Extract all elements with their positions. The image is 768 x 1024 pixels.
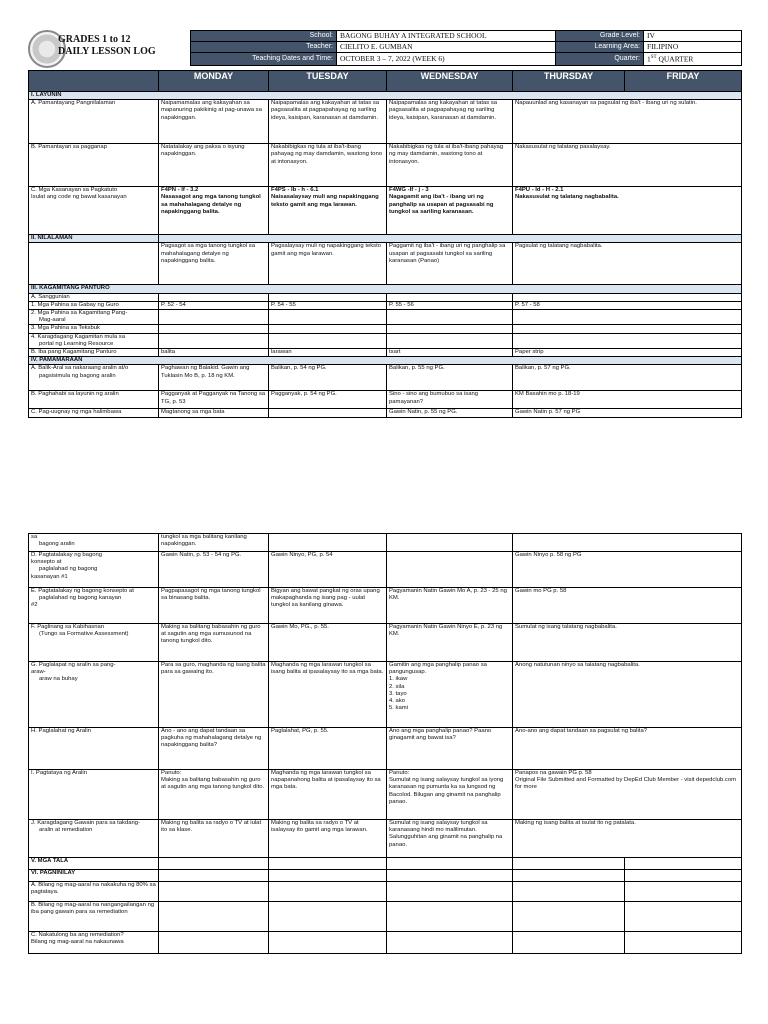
cell-monday xyxy=(159,882,269,902)
cell-wednesday xyxy=(387,552,513,588)
row-label-line: pagsisimula ng bagong aralin xyxy=(39,372,116,379)
competency-text: Nasasagot ang mga tanong tungkol sa mahahalagang detalye ng napakinggang balita. xyxy=(161,194,261,215)
cell-thursday xyxy=(513,187,742,235)
row-label-line: bagong aralin xyxy=(39,541,75,548)
cell-tuesday xyxy=(269,870,387,882)
row-label-line: (Tungo sa Formative Assessment) xyxy=(39,631,129,638)
cell-thursday: Balikan, p. 57 ng PG. xyxy=(513,365,742,391)
row-label-line: sa xyxy=(31,534,38,540)
cell-monday: tungkol sa mga balitang kanilang napakinggan. xyxy=(159,534,269,552)
row-label-line: 2. Mga Pahina sa Kagamitang Pang- xyxy=(31,310,128,317)
cell-thursday: Nakasusulat ng talatang pasalaysay. xyxy=(513,144,742,187)
table-row xyxy=(29,301,742,309)
row-label-line: Bilang ng mag-aaral na nakaunawa xyxy=(31,939,124,946)
row-label-line: C. Mga Kasanayan sa Pagkatuto xyxy=(31,187,118,194)
instruction-label: Panapos na gawain PG p. 58 xyxy=(515,770,592,776)
cell-thursday: Pagsulat ng talatang nagbabalita. xyxy=(513,243,742,285)
row-label xyxy=(29,534,159,552)
cell-wednesday: Gawin Natin, p. 55 ng PG. xyxy=(387,409,513,417)
cell-thursday xyxy=(513,293,742,301)
cell-tuesday xyxy=(269,325,387,333)
table-row xyxy=(29,100,742,144)
row-label-line: J. Karagdagang Gawain para sa takdang- xyxy=(31,820,141,826)
cell-wednesday xyxy=(387,325,513,333)
row-label: B. Iba pang Kagamitang Panturo xyxy=(29,349,159,357)
table-row xyxy=(29,243,742,285)
row-label: A. Sanggunian xyxy=(29,293,159,301)
cell-tuesday: Maghanda ng mga larawan tungkol sa isang balita at ipasalaysay ito sa mga bata. xyxy=(269,662,387,728)
table-row xyxy=(29,325,742,333)
competency-code: F4WG -If - j - 3 xyxy=(389,187,429,194)
cell-monday: Making sa balitang babasahin ng guro at sagutin ang mga sumusunod na tanong tungkol dito. xyxy=(159,624,269,662)
cell-monday: Making ng balita sa radyo o TV at iulat ito sa klase. xyxy=(159,820,269,858)
area-label: Learning Area: xyxy=(556,42,644,53)
competency-code: F4PU - Id - H - 2.1 xyxy=(515,187,564,194)
section-title: IV. PAMAMARAAN xyxy=(29,357,742,365)
cell-tuesday: Balikan, p. 54 ng PG. xyxy=(269,365,387,391)
source-note: Original File Submitted and Formatted by DepEd Club Member - visit depedclub.com for more xyxy=(515,777,736,791)
cell-tuesday xyxy=(269,333,387,348)
cell-wednesday: tsart xyxy=(387,349,513,357)
cell-thursday xyxy=(513,882,625,902)
dll-header xyxy=(28,30,741,70)
school-value: BAGONG BUHAY A INTEGRATED SCHOOL xyxy=(337,31,556,42)
cell-thursday: Napauunlad ang kasanayan sa pagsulat ng iba't - ibang uri ng sulatin. xyxy=(513,100,742,144)
lesson-table-page-2 xyxy=(28,533,742,954)
row-label-line: #2 xyxy=(31,602,38,609)
cell-monday xyxy=(159,187,269,235)
cell-monday xyxy=(159,858,269,870)
cell-thursday xyxy=(513,858,625,870)
cell-thursday xyxy=(513,325,742,333)
table-row xyxy=(29,187,742,235)
row-label xyxy=(29,932,159,954)
cell-monday xyxy=(159,293,269,301)
lesson-table-page-1 xyxy=(28,70,742,418)
cell-wednesday: P. 55 - 56 xyxy=(387,301,513,309)
row-label-line: araw- xyxy=(31,669,46,676)
competency-code: F4PN - If - 3.2 xyxy=(161,187,199,194)
cell-wednesday xyxy=(387,187,513,235)
cell-tuesday xyxy=(269,534,387,552)
cell-tuesday: Gawin Mo, PG., p. 55. xyxy=(269,624,387,662)
row-label: A. Bilang ng mag-aaral na nakakuha ng 80% sa pagtataya. xyxy=(29,882,159,902)
table-row xyxy=(29,310,742,325)
quarter-word: QUARTER xyxy=(658,54,694,64)
day-wednesday: WEDNESDAY xyxy=(387,71,513,92)
row-label xyxy=(29,662,159,728)
cell-monday xyxy=(159,902,269,932)
teacher-value: CIELITO E. GUMBAN xyxy=(337,42,556,53)
cell-wednesday: Balikan, p. 55 ng PG. xyxy=(387,365,513,391)
cell-monday: Pagganyak at Pagganyak na Tanong sa TG, p. 53 xyxy=(159,391,269,409)
cell-wednesday: Nakabibigkas ng tula at iba't-ibang pahayag ng may damdamin, wastong tono at intonasyon. xyxy=(387,144,513,187)
section-pamamaraan xyxy=(29,357,742,365)
cell-thursday xyxy=(513,534,742,552)
quarter-value xyxy=(644,53,742,66)
info-table xyxy=(190,30,742,66)
row-label: 1. Mga Pahina sa Gabay ng Guro xyxy=(29,301,159,309)
title-line-2: DAILY LESSON LOG xyxy=(58,46,156,57)
cell-wednesday: Pagyamanin Natin Gawin Ninyo E, p. 23 ng KM. xyxy=(387,624,513,662)
cell-thursday: Sumulat ng isang talatang nagbabalita. xyxy=(513,624,742,662)
cell-thursday: Ano-ano ang dapat tandaan sa pagsulat ng balita? xyxy=(513,728,742,770)
cell-tuesday: Gawin Ninyo, PG, p. 54 xyxy=(269,552,387,588)
table-row xyxy=(29,820,742,858)
dll-page-1 xyxy=(28,30,741,418)
dates-label: Teaching Dates and Time: xyxy=(191,53,337,66)
cell-monday xyxy=(159,932,269,954)
row-label-line: C. Nakatulong ba ang remediation? xyxy=(31,932,124,938)
cell-tuesday xyxy=(269,858,387,870)
quarter-num: 1 xyxy=(647,54,651,64)
cell-wednesday xyxy=(387,534,513,552)
instruction-text: Making sa balitang babasahin ng guro at sagutin ang mga tanong tungkol dito. xyxy=(161,777,265,791)
row-label xyxy=(29,624,159,662)
row-label xyxy=(29,552,159,588)
cell-monday: Pagpapasagot ng mga tanong tungkol sa binasang balita. xyxy=(159,588,269,624)
list-item: 2. sila xyxy=(389,683,405,690)
cell-tuesday: Maghanda ng mga larawan tungkol sa napapanahong balita at ipasalaysay ito sa mga bata. xyxy=(269,770,387,820)
cell-tuesday: P. 54 - 55 xyxy=(269,301,387,309)
table-row xyxy=(29,728,742,770)
grade-value: IV xyxy=(644,31,742,42)
cell-monday: Natatalakay ang paksa o isyung napakinggan. xyxy=(159,144,269,187)
day-thursday: THURSDAY xyxy=(513,71,625,92)
row-label xyxy=(29,187,159,235)
cell-thursday xyxy=(513,770,742,820)
section-blank xyxy=(159,235,742,243)
dll-page-2 xyxy=(28,533,741,954)
table-row xyxy=(29,624,742,662)
cell-tuesday xyxy=(269,932,387,954)
cell-friday xyxy=(625,902,742,932)
cell-wednesday: Sumulat ng isang salaysay tungkol sa karanasang hindi mo malilimutan. Salungguhitan ang ginamit na panghalip na panao. xyxy=(387,820,513,858)
cell-thursday xyxy=(513,870,625,882)
competency-code: F4PS - Ib - h - 6.1 xyxy=(271,187,319,194)
cell-monday: Gawin Natin, p. 53 - 54 ng PG. xyxy=(159,552,269,588)
list-item: 3. tayo xyxy=(389,690,407,697)
cell-friday xyxy=(625,882,742,902)
dates-value: OCTOBER 3 – 7, 2022 (WEEK 6) xyxy=(337,53,556,66)
table-row xyxy=(29,534,742,552)
section-kagamitan xyxy=(29,285,742,293)
cell-monday xyxy=(159,870,269,882)
cell-monday xyxy=(159,325,269,333)
row-label-line: A. Balik-Aral sa nakaraang aralin at/o xyxy=(31,365,129,372)
competency-text: Naisasalaysay muli ang napakinggang teksto gamit ang mga larawan. xyxy=(271,194,379,208)
cell-monday: P. 52 - 54 xyxy=(159,301,269,309)
cell-tuesday: Making ng balita sa radyo o TV at isalaysay ito gamit ang mga larawan. xyxy=(269,820,387,858)
table-row xyxy=(29,932,742,954)
table-row xyxy=(29,349,742,357)
row-label xyxy=(29,310,159,325)
table-row xyxy=(29,552,742,588)
grade-label: Grade Level: xyxy=(556,31,644,42)
row-label-line: portal ng Learning Resource xyxy=(39,340,114,347)
table-row xyxy=(29,365,742,391)
cell-wednesday xyxy=(387,902,513,932)
table-row xyxy=(29,588,742,624)
cell-tuesday: Pagganyak, p. 54 ng PG. xyxy=(269,391,387,409)
cell-wednesday xyxy=(387,770,513,820)
section-title: II. NILALAMAN xyxy=(29,235,159,243)
section-mga-tala xyxy=(29,858,742,870)
cell-wednesday: Ano ang mga panghalip panao? Paano ginagamit ang bawat isa? xyxy=(387,728,513,770)
list-item: 4. ako xyxy=(389,698,406,705)
section-layunin xyxy=(29,92,742,100)
cell-friday xyxy=(625,932,742,954)
cell-monday: balita xyxy=(159,349,269,357)
list-item: 1. ikaw xyxy=(389,676,408,683)
cell-tuesday xyxy=(269,187,387,235)
area-value: FILIPINO xyxy=(644,42,742,53)
section-title: III. KAGAMITANG PANTURO xyxy=(29,285,742,293)
row-label: I. Pagtataya ng Aralin xyxy=(29,770,159,820)
row-label: A. Pamantayang Pangnilalaman xyxy=(29,100,159,144)
table-row xyxy=(29,333,742,348)
row-label-line: kasanayan #1 xyxy=(31,573,68,580)
day-monday: MONDAY xyxy=(159,71,269,92)
row-label xyxy=(29,243,159,285)
row-label: C. Pag-uugnay ng mga halimbawa xyxy=(29,409,159,417)
cell-friday xyxy=(625,858,742,870)
list-item: 5. kami xyxy=(389,705,408,712)
cell-wednesday: Paggamit ng iba't - ibang uri ng panghalip sa usapan at pagsasabi tungkol sa sariling karanasan (Panao) xyxy=(387,243,513,285)
row-label: B. Paghahabi sa layunin ng aralin xyxy=(29,391,159,409)
cell-wednesday xyxy=(387,858,513,870)
cell-monday: Para sa guro, maghanda ng isang balita para sa gawaing ito. xyxy=(159,662,269,728)
section-nilalaman xyxy=(29,235,742,243)
quarter-sup: ST xyxy=(650,55,657,60)
cell-wednesday xyxy=(387,333,513,348)
row-label-line: paglalahad ng bagong kanayan xyxy=(39,595,122,602)
table-row xyxy=(29,770,742,820)
row-label-line: paglalahad ng bagong xyxy=(39,566,98,573)
day-header-row xyxy=(29,71,742,92)
instruction-label: Panuto: xyxy=(389,770,410,776)
cell-monday xyxy=(159,333,269,348)
table-row xyxy=(29,882,742,902)
competency-text: Nagagamit ang iba't - ibang uri ng panghalip sa usapan at pagsasabi ng tungkol sa sariling karanasan. xyxy=(389,194,494,215)
row-label-line: 4. Karagdagang Kagamitan mula sa xyxy=(31,333,125,340)
row-label-line: F. Paglinang sa Kabihasnan xyxy=(31,624,105,630)
row-label: B. Bilang ng mag-aaral na nangangailangan ng iba pang gawain para sa remediation xyxy=(29,902,159,932)
school-label: School: xyxy=(191,31,337,42)
section-pagninilay xyxy=(29,870,742,882)
title-line-1: GRADES 1 to 12 xyxy=(58,34,131,45)
row-label-line: D. Pagtatalakay ng bagong xyxy=(31,552,103,558)
cell-thursday: P. 57 - 58 xyxy=(513,301,742,309)
cell-tuesday xyxy=(269,882,387,902)
instruction-text: Sumulat ng isang salaysay tungkol sa iyong karanasan ng pumunta ka sa lungsod ng Bacolod. Bilugan ang ginamit na panghalip panao. xyxy=(389,777,504,805)
instruction-label: Panuto: xyxy=(161,770,182,776)
cell-monday: Paghawan ng Balakid. Gawin ang Tuklasin Mo B, p. 18 ng KM. xyxy=(159,365,269,391)
cell-monday xyxy=(159,770,269,820)
cell-tuesday: larawan xyxy=(269,349,387,357)
cell-monday: Naipamamalas ang kakayahan sa mapanuring pakikinig at pag-unawa sa napakinggan. xyxy=(159,100,269,144)
row-label xyxy=(29,333,159,348)
cell-thursday: Gawin Ninyo p. 58 ng PG xyxy=(513,552,742,588)
row-label xyxy=(29,820,159,858)
list-intro: Gamitin ang mga panghalip panao sa pangungusap. xyxy=(389,662,487,676)
cell-thursday xyxy=(513,310,742,325)
row-label: B. Pamantayan sa pagganap xyxy=(29,144,159,187)
day-tuesday: TUESDAY xyxy=(269,71,387,92)
cell-tuesday: Nakabibigkas ng tula at iba't-ibang pahayag ng may damdamin, wastong tono at intonasyon. xyxy=(269,144,387,187)
day-friday: FRIDAY xyxy=(625,71,742,92)
table-row xyxy=(29,409,742,417)
cell-friday xyxy=(625,870,742,882)
cell-wednesday xyxy=(387,662,513,728)
row-label-line: E. Pagtatalakay ng bagong konsepto at xyxy=(31,588,134,594)
cell-thursday: KM Basahin mo p. 18-19 xyxy=(513,391,742,409)
row-label-line: G. Paglalapat ng aralin sa pang- xyxy=(31,662,116,668)
cell-thursday: Paper strip xyxy=(513,349,742,357)
cell-tuesday xyxy=(269,293,387,301)
cell-thursday: Gawin Natin p. 57 ng PG xyxy=(513,409,742,417)
section-title: I. LAYUNIN xyxy=(29,92,742,100)
row-label-line: Isulat ang code ng bawat kasanayan xyxy=(31,194,127,201)
cell-monday xyxy=(159,310,269,325)
day-header-blank xyxy=(29,71,159,92)
row-label: 3. Mga Pahina sa Teksbuk xyxy=(29,325,159,333)
row-label-line: aralin at remediation xyxy=(39,827,93,834)
section-title: VI. PAGNINILAY xyxy=(29,870,159,882)
cell-tuesday xyxy=(269,409,387,417)
teacher-label: Teacher: xyxy=(191,42,337,53)
cell-monday: Pagsagot sa mga tanong tungkol sa mahahalagang detalye ng napakinggang balita. xyxy=(159,243,269,285)
cell-thursday xyxy=(513,932,625,954)
cell-tuesday: Paglalahat, PG, p. 55. xyxy=(269,728,387,770)
cell-tuesday xyxy=(269,902,387,932)
row-label-line: Mag-aaral xyxy=(39,317,66,324)
cell-wednesday xyxy=(387,932,513,954)
table-row xyxy=(29,662,742,728)
cell-thursday: Anong natutunan ninyo sa talatang nagbabalita. xyxy=(513,662,742,728)
table-row xyxy=(29,391,742,409)
cell-wednesday: Naipapamalas ang kakayahan at tatas sa pagsasalita at pagpapahayag ng sariling ideya, kaisipan, karanasan at damdamin. xyxy=(387,100,513,144)
cell-tuesday: Naipapamalas ang kakayahan at tatas sa pagsasalita at pagpapahayag ng sariling ideya, kaisipan, karanasan at damdamin. xyxy=(269,100,387,144)
quarter-label: Quarter: xyxy=(556,53,644,66)
cell-tuesday xyxy=(269,310,387,325)
cell-wednesday xyxy=(387,293,513,301)
cell-wednesday xyxy=(387,310,513,325)
cell-tuesday: Pagsalaysay muli ng napakinggang teksto gamit ang mga larawan. xyxy=(269,243,387,285)
cell-thursday xyxy=(513,333,742,348)
table-row xyxy=(29,144,742,187)
cell-monday: Ano - ano ang dapat tandaan sa pagkuha ng mahahalagang detalye ng napakinggang balita? xyxy=(159,728,269,770)
table-row xyxy=(29,902,742,932)
row-label-line: araw na buhay xyxy=(39,676,78,683)
cell-thursday xyxy=(513,902,625,932)
cell-tuesday: Bigyan ang bawat pangkat ng oras upang makapaghanda ng isang pag - uulat tungkol sa kanilang ginawa. xyxy=(269,588,387,624)
section-title: V. MGA TALA xyxy=(29,858,159,870)
competency-text: Nakasusulat ng talatang nagbabalita. xyxy=(515,194,619,201)
cell-wednesday: Pagyamanin Natin Gawin Mo A, p. 23 - 25 ng KM. xyxy=(387,588,513,624)
cell-monday: Magtanong sa mga bata xyxy=(159,409,269,417)
cell-wednesday xyxy=(387,882,513,902)
row-label xyxy=(29,365,159,391)
cell-wednesday xyxy=(387,870,513,882)
cell-wednesday: Sino - sino ang bumubuo sa isang pamayanan? xyxy=(387,391,513,409)
cell-thursday: Making ng isang balita at isulat ito ng patalata. xyxy=(513,820,742,858)
table-row xyxy=(29,293,742,301)
row-label: H. Paglalahat ng Aralin xyxy=(29,728,159,770)
row-label-line: konsepto at xyxy=(31,559,62,566)
row-label xyxy=(29,588,159,624)
cell-thursday: Gawin mo PG p. 58 xyxy=(513,588,742,624)
